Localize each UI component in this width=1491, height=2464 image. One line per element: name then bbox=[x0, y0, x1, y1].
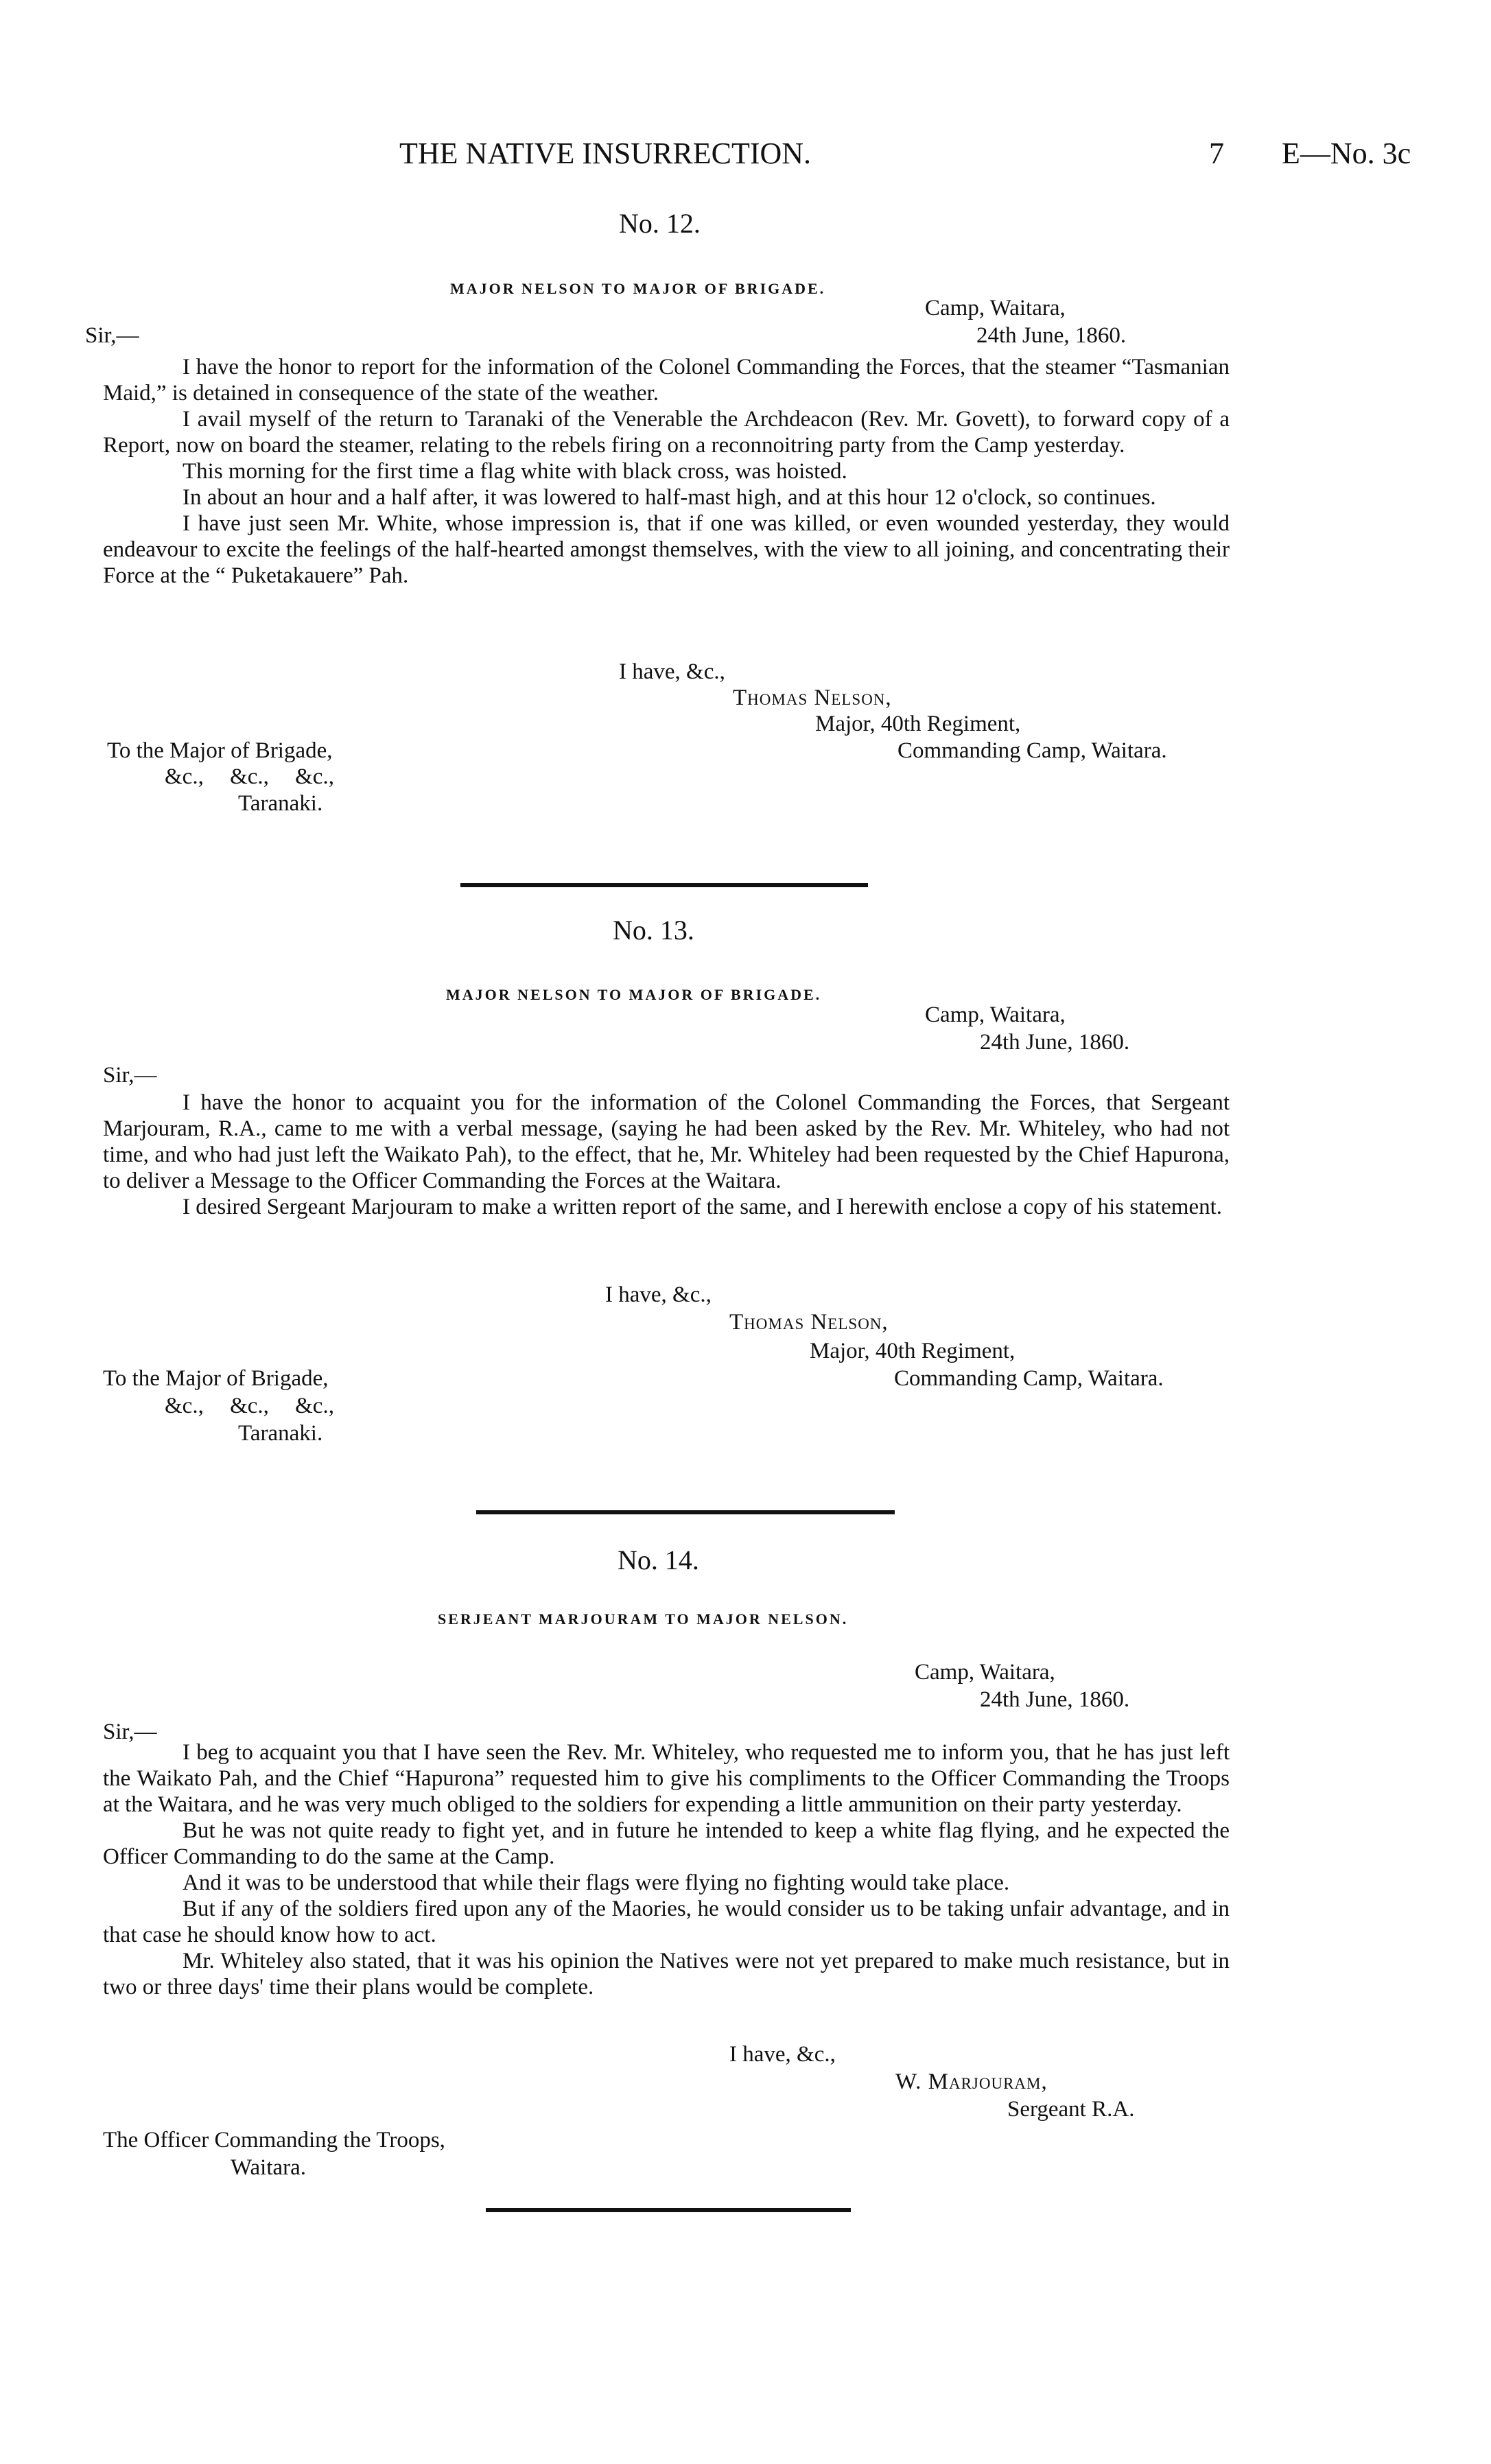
letter-number: No. 14. bbox=[618, 1545, 699, 1575]
paragraph: I have the honor to acquaint you for the information of the Colonel Commanding the Forces, that Sergeant Marjouram, R.A., came to me with a verbal message, (saying he had been asked by the Rev. Mr. Whiteley, who had not time, and who had just left the Waikato Pah), to the effect, that he, Mr. Whiteley had been requested by the Chief Hapurona, to deliver a Message to the Officer Commanding the Forces at the Waitara. bbox=[103, 1090, 1230, 1193]
section-divider bbox=[476, 1510, 895, 1514]
letter-closing: I have, &c., bbox=[605, 1282, 712, 1307]
paragraph: And it was to be understood that while their flags were flying no fighting would take place. bbox=[183, 1870, 1010, 1895]
letter-salutation: Sir,— bbox=[85, 323, 139, 348]
paragraph: I beg to acquaint you that I have seen the Rev. Mr. Whiteley, who requested me to inform you, that he has just left the Waikato Pah, and the Chief “Hapurona” requested him to give his compliments to the Officer Commanding the Troops at the Waitara, and he was very much obliged to the soldiers for expending a little ammunition on their party yesterday. bbox=[103, 1740, 1230, 1817]
letter-date: 24th June, 1860. bbox=[980, 1687, 1130, 1712]
letter-command: Commanding Camp, Waitara. bbox=[897, 738, 1167, 763]
letter-salutation: Sir,— bbox=[103, 1063, 157, 1088]
paragraph: I have the honor to report for the information of the Colonel Commanding the Forces, that the steamer “Tasmanian Maid,” is detained in consequence of the state of the weather. bbox=[103, 355, 1230, 406]
letter-rank: Major, 40th Regiment, bbox=[815, 712, 1021, 736]
letter-number: No. 13. bbox=[613, 915, 694, 946]
paragraph: I desired Sergeant Marjouram to make a written report of the same, and I herewith enclose a copy of his statement. bbox=[183, 1195, 1223, 1219]
paragraph: In about an hour and a half after, it was lowered to half-mast high, and at this hour 12 o'clock, so continues. bbox=[183, 485, 1156, 510]
addressee-line: Taranaki. bbox=[238, 791, 323, 816]
letter-command: Commanding Camp, Waitara. bbox=[894, 1366, 1164, 1391]
letter-body bbox=[103, 354, 1230, 589]
letter-closing: I have, &c., bbox=[729, 2042, 836, 2067]
paragraph: Mr. Whiteley also stated, that it was his opinion the Natives were not yet prepared to make much resistance, but in two or three days' time their plans would be complete. bbox=[103, 1949, 1230, 1999]
letter-signature: W. Marjouram, bbox=[895, 2069, 1048, 2094]
letter-place: Camp, Waitara, bbox=[925, 296, 1066, 320]
addressee-line: The Officer Commanding the Troops, bbox=[103, 2128, 445, 2152]
addressee-line: Taranaki. bbox=[238, 1421, 323, 1446]
letter-signature: Thomas Nelson, bbox=[733, 685, 892, 710]
letter-date: 24th June, 1860. bbox=[980, 1030, 1130, 1055]
addressee-line: &c., &c., &c., bbox=[165, 1394, 334, 1418]
letter-closing: I have, &c., bbox=[619, 659, 725, 684]
paragraph: But he was not quite ready to fight yet, and in future he intended to keep a white flag flying, and he expected the Officer Commanding to do the same at the Camp. bbox=[103, 1818, 1230, 1869]
letter-signature: Thomas Nelson, bbox=[729, 1310, 889, 1335]
letter-caption: SERJEANT MARJOURAM TO MAJOR NELSON. bbox=[438, 1610, 849, 1628]
letter-place: Camp, Waitara, bbox=[925, 1002, 1066, 1027]
section-divider bbox=[460, 883, 868, 887]
letter-rank: Major, 40th Regiment, bbox=[810, 1339, 1015, 1363]
letter-date: 24th June, 1860. bbox=[976, 323, 1127, 348]
letter-caption: MAJOR NELSON TO MAJOR OF BRIGADE. bbox=[446, 986, 822, 1003]
page-header-title: THE NATIVE INSURRECTION. bbox=[399, 137, 812, 170]
paragraph: I avail myself of the return to Taranaki of the Venerable the Archdeacon (Rev. Mr. Govett), to forward copy of a Report, now on board the steamer, relating to the rebels firing on a reconnoitring party from the Camp yesterday. bbox=[103, 407, 1230, 458]
paragraph: But if any of the soldiers fired upon any of the Maories, he would consider us to be taking unfair advantage, and in that case he should know how to act. bbox=[103, 1897, 1230, 1947]
addressee-line: To the Major of Brigade, bbox=[103, 1366, 329, 1391]
addressee-line: &c., &c., &c., bbox=[165, 764, 334, 789]
document-reference: E—No. 3c bbox=[1282, 137, 1411, 170]
section-divider bbox=[486, 2208, 851, 2212]
paragraph: I have just seen Mr. White, whose impression is, that if one was killed, or even wounded yesterday, they would endeavour to excite the feelings of the half-hearted amongst themselves, with the view to all joining, and concentrating their Force at the “ Puketakauere” Pah. bbox=[103, 511, 1230, 588]
letter-salutation: Sir,— bbox=[103, 1720, 157, 1744]
letter-rank: Sergeant R.A. bbox=[1007, 2097, 1135, 2122]
addressee-line: To the Major of Brigade, bbox=[107, 738, 333, 763]
addressee-line: Waitara. bbox=[231, 2155, 307, 2180]
paragraph: This morning for the first time a flag white with black cross, was hoisted. bbox=[183, 459, 847, 484]
letter-place: Camp, Waitara, bbox=[915, 1660, 1055, 1685]
letter-body bbox=[103, 1090, 1230, 1220]
page-number: 7 bbox=[1209, 137, 1224, 170]
letter-body bbox=[103, 1739, 1230, 2000]
letter-number: No. 12. bbox=[619, 208, 701, 239]
letter-caption: MAJOR NELSON TO MAJOR OF BRIGADE. bbox=[450, 280, 826, 297]
